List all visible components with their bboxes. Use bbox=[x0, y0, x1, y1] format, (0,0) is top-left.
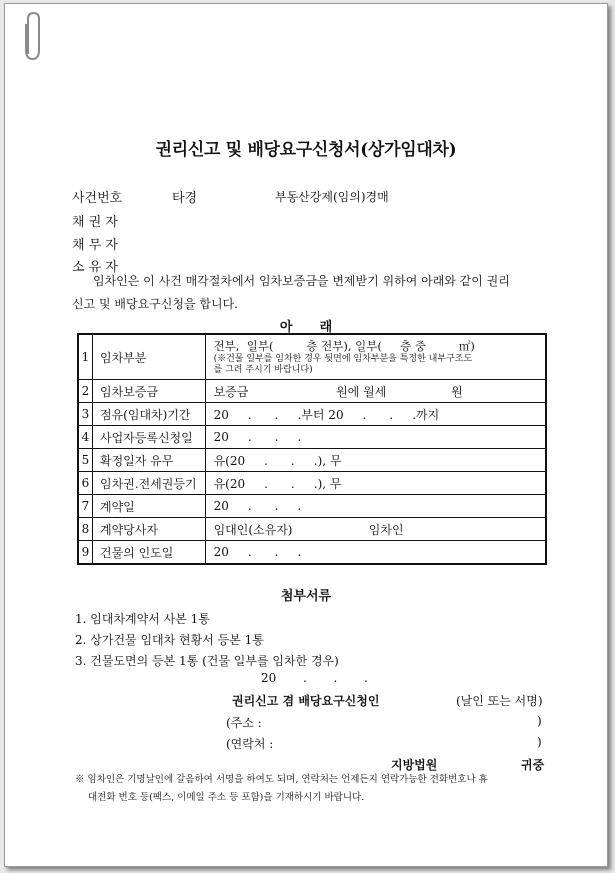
addressee: 귀중 bbox=[521, 758, 545, 772]
row-label: 점유(임대차)기간 bbox=[93, 403, 206, 426]
row-number: 9 bbox=[78, 541, 93, 565]
table-row bbox=[78, 334, 546, 380]
row-label: 계약일 bbox=[93, 495, 206, 518]
contact-label: (연락처 : bbox=[226, 737, 274, 751]
row-number: 7 bbox=[78, 495, 93, 518]
case-number-label: 사건번호 bbox=[72, 191, 123, 206]
lease-portion-line: 전부, 일부( 층 전부), 일부( 층 중 ㎡) bbox=[213, 339, 475, 353]
intro-line-2: 신고 및 배당요구신청을 합니다. bbox=[72, 297, 238, 311]
row-label: 확정일자 유무 bbox=[93, 449, 206, 472]
seal-or-signature: (날인 또는 서명) bbox=[456, 694, 543, 708]
lease-info-table bbox=[77, 333, 547, 565]
row-number: 8 bbox=[78, 518, 93, 541]
table-row bbox=[78, 403, 546, 426]
address-label: (주소 : bbox=[226, 716, 262, 730]
row-label: 건물의 인도일 bbox=[93, 541, 206, 565]
row-label: 임차권.전세권등기 bbox=[93, 472, 206, 495]
attachments-heading: 첨부서류 bbox=[280, 589, 332, 604]
lease-portion-note-cont: 를 그려 주시기 바랍니다) bbox=[213, 365, 313, 375]
table-row bbox=[78, 495, 546, 518]
row-number: 3 bbox=[78, 403, 93, 426]
row-number: 6 bbox=[78, 472, 93, 495]
lease-portion-note: (※건물 일부를 임차한 경우 뒷면에 임차부분을 특정한 내부구조도 bbox=[213, 354, 473, 364]
row-number: 1 bbox=[78, 334, 93, 380]
row-value: 20 . . .부터 20 . . .까지 bbox=[205, 403, 546, 426]
intro-line-1: 임차인은 이 사건 매각절차에서 임차보증금을 변제받기 위하여 아래와 같이 권리 bbox=[93, 274, 510, 288]
paperclip-icon bbox=[19, 10, 47, 62]
attachment-item: 1. 임대차계약서 사본 1통 bbox=[75, 612, 210, 626]
row-value bbox=[205, 334, 546, 380]
row-label: 계약당사자 bbox=[93, 518, 206, 541]
table-row bbox=[78, 426, 546, 449]
table-row bbox=[78, 472, 546, 495]
table-row bbox=[78, 380, 546, 403]
table-row bbox=[78, 541, 546, 565]
footnote-line-1: ※ 임차인은 기명날인에 갈음하여 서명을 하여도 되며, 연락처는 언제든지 연락가능한 전화번호나 휴 bbox=[75, 774, 488, 785]
row-number: 2 bbox=[78, 380, 93, 403]
applicant-title: 권리신고 겸 배당요구신청인 bbox=[232, 694, 380, 708]
case-type: 부동산강제(임의)경매 bbox=[275, 190, 389, 204]
row-label: 사업자등록신청일 bbox=[93, 426, 206, 449]
table-heading: 아 래 bbox=[279, 320, 333, 335]
row-value: 유(20 . . .), 무 bbox=[205, 449, 546, 472]
contact-close: ) bbox=[537, 735, 542, 749]
address-close: ) bbox=[537, 714, 542, 728]
table-row bbox=[78, 518, 546, 541]
attachment-item: 3. 건물도면의 등본 1통 (건물 일부를 임차한 경우) bbox=[75, 654, 339, 668]
case-court-mark: 타경 bbox=[172, 191, 198, 206]
row-value: 20 . . . bbox=[205, 426, 546, 449]
table-row bbox=[78, 449, 546, 472]
row-number: 5 bbox=[78, 449, 93, 472]
row-value: 임대인(소유자) 임차인 bbox=[205, 518, 546, 541]
row-value: 유(20 . . .), 무 bbox=[205, 472, 546, 495]
debtor-label: 채 무 자 bbox=[72, 238, 118, 253]
document-title: 권리신고 및 배당요구신청서(상가임대차) bbox=[155, 140, 457, 160]
row-value: 20 . . . bbox=[205, 495, 546, 518]
date-line: 20 . . . bbox=[261, 671, 368, 685]
attachment-item: 2. 상가건물 임대차 현황서 등본 1통 bbox=[75, 633, 264, 647]
row-label: 임차보증금 bbox=[93, 380, 206, 403]
creditor-label: 채 권 자 bbox=[72, 215, 118, 230]
owner-label: 소 유 자 bbox=[72, 260, 118, 275]
row-number: 4 bbox=[78, 426, 93, 449]
row-value: 20 . . . bbox=[205, 541, 546, 565]
row-value: 보증금 원에 월세 원 bbox=[205, 380, 546, 403]
court-name: 지방법원 bbox=[391, 758, 438, 772]
document-page bbox=[4, 3, 608, 867]
row-label: 임차부분 bbox=[93, 334, 206, 380]
footnote-line-2: 대전화 번호 등(팩스, 이메일 주소 등 포함)을 기재하시기 바랍니다. bbox=[88, 792, 365, 803]
